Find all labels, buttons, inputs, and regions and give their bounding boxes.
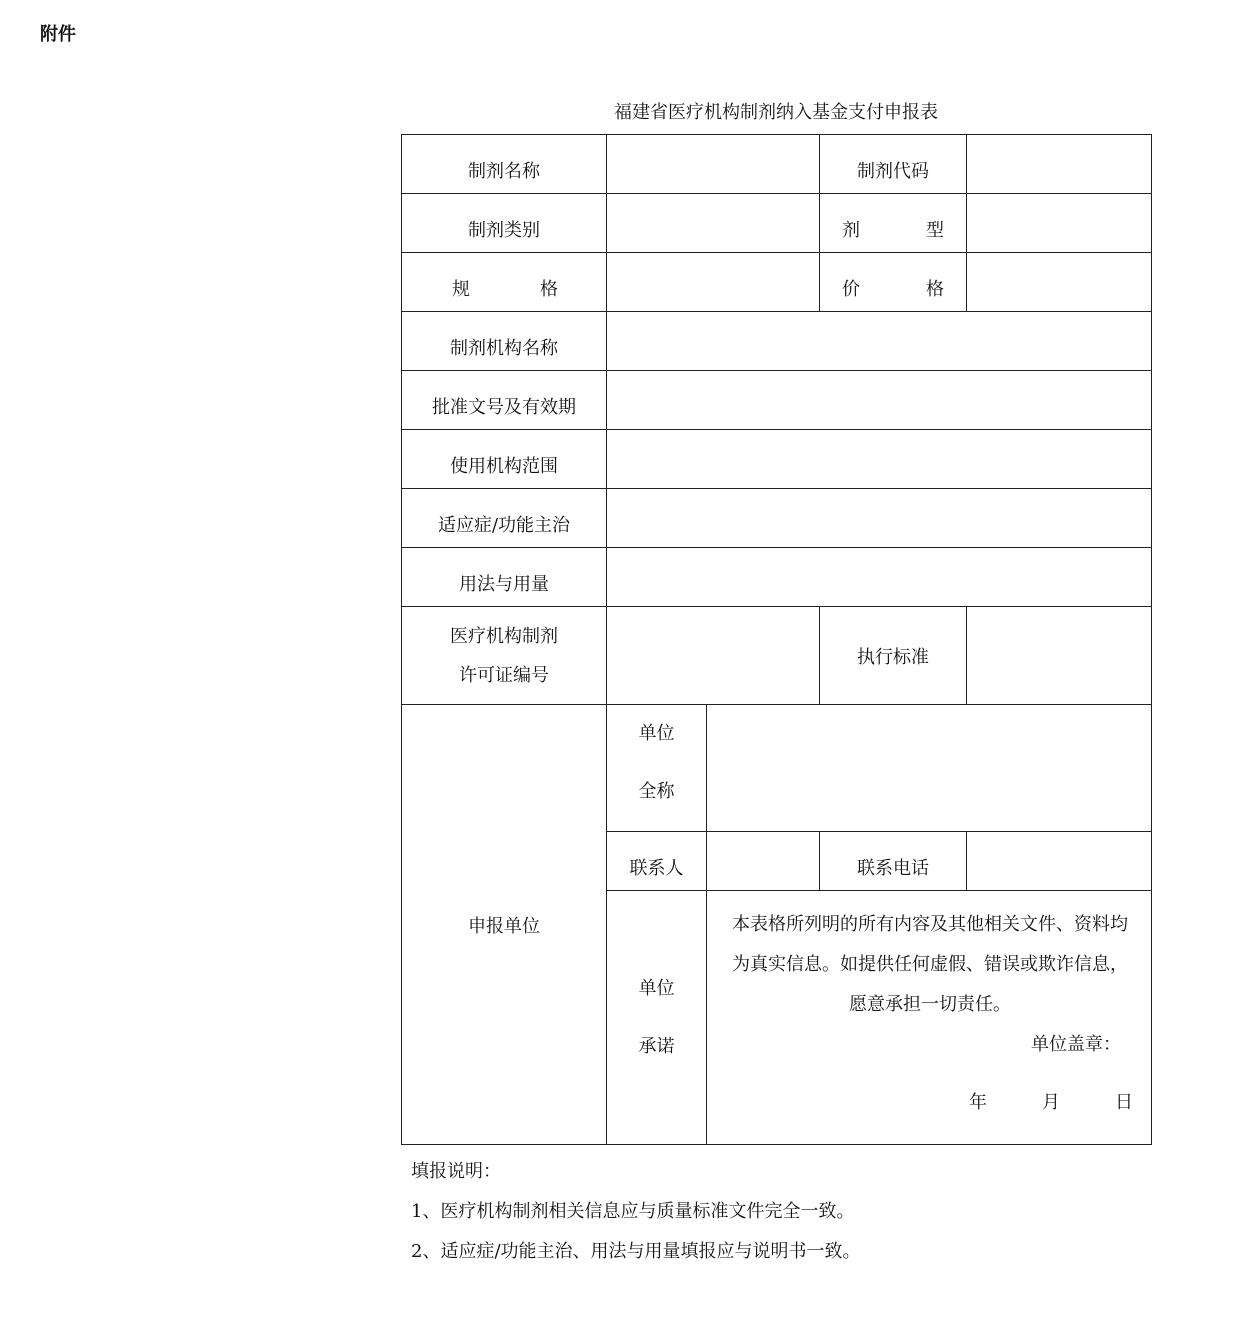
field-specification[interactable] (607, 253, 820, 312)
field-usage-scope[interactable] (607, 430, 1152, 489)
label-dosage: 用法与用量 (402, 548, 607, 607)
field-prep-name[interactable] (607, 135, 820, 194)
field-exec-standard[interactable] (967, 607, 1152, 705)
label-usage-scope: 使用机构范围 (402, 430, 607, 489)
label-prep-name: 制剂名称 (402, 135, 607, 194)
field-indications[interactable] (607, 489, 1152, 548)
date-line: 年 月 日 (969, 1092, 1133, 1113)
field-contact-person[interactable] (707, 832, 820, 891)
label-exec-standard: 执行标准 (820, 607, 967, 705)
notes-heading: 填报说明： (411, 1161, 501, 1182)
label-prep-code: 制剂代码 (820, 135, 967, 194)
field-contact-phone[interactable] (967, 832, 1152, 891)
label-commitment: 单位 承诺 (607, 891, 707, 1145)
field-price[interactable] (967, 253, 1152, 312)
attachment-label: 附件 (40, 24, 76, 45)
field-license-number[interactable] (607, 607, 820, 705)
field-prep-code[interactable] (967, 135, 1152, 194)
label-dosage-form: 剂 型 (820, 194, 967, 253)
label-specification: 规 格 (402, 253, 607, 312)
commitment-statement: 本表格所列明的所有内容及其他相关文件、资料均 为真实信息。如提供任何虚假、错误或欺诈信息， 愿意承担一切责任。 单位盖章： 年 月 日 (707, 891, 1152, 1145)
field-dosage[interactable] (607, 548, 1152, 607)
field-prep-category[interactable] (607, 194, 820, 253)
label-unit-fullname: 单位 全称 (607, 705, 707, 832)
field-institution-name[interactable] (607, 312, 1152, 371)
label-applicant: 申报单位 (402, 705, 607, 1145)
label-contact-phone: 联系电话 (820, 832, 967, 891)
field-dosage-form[interactable] (967, 194, 1152, 253)
field-unit-fullname[interactable] (707, 705, 1152, 832)
label-approval-number: 批准文号及有效期 (402, 371, 607, 430)
label-institution-name: 制剂机构名称 (402, 312, 607, 371)
field-approval-number[interactable] (607, 371, 1152, 430)
label-prep-category: 制剂类别 (402, 194, 607, 253)
label-contact-person: 联系人 (607, 832, 707, 891)
label-price: 价 格 (820, 253, 967, 312)
note-item: 1、医疗机构制剂相关信息应与质量标准文件完全一致。 (411, 1201, 855, 1222)
label-indications: 适应症/功能主治 (402, 489, 607, 548)
application-form-table (401, 134, 1152, 1145)
note-item: 2、适应症/功能主治、用法与用量填报应与说明书一致。 (411, 1241, 861, 1262)
label-license-number: 医疗机构制剂 许可证编号 (402, 607, 607, 705)
form-title: 福建省医疗机构制剂纳入基金支付申报表 (614, 102, 938, 123)
seal-label: 单位盖章： (1031, 1034, 1121, 1055)
filling-notes (411, 1152, 861, 1272)
